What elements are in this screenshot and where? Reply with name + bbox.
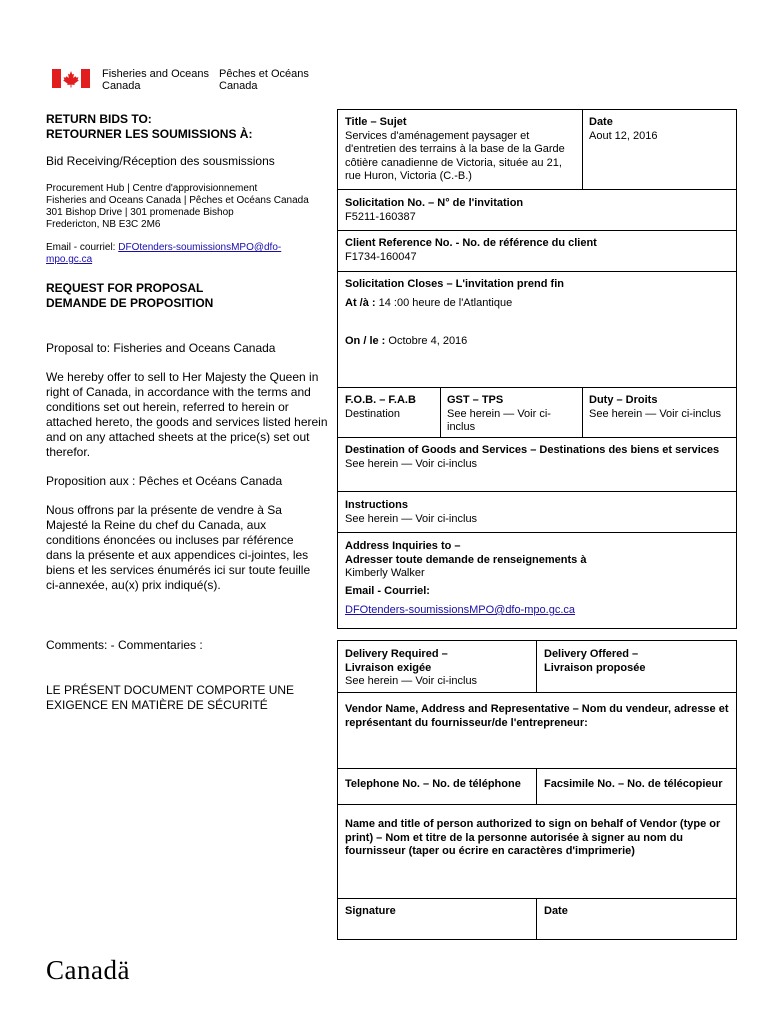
destination-value: See herein — Voir ci-inclus — [345, 457, 478, 470]
dept-fr-line-2: Canada — [219, 80, 258, 92]
dept-name-fr — [219, 68, 309, 92]
address-line-3: 301 Bishop Drive | 301 promenade Bishop — [46, 207, 234, 218]
return-bids-heading — [46, 112, 252, 142]
facsimile-label: Facsimile No. – No. de télécopieur — [544, 778, 723, 790]
client-ref-value: F1734-160047 — [345, 250, 417, 263]
gst-cell — [447, 394, 575, 435]
contact-email-link[interactable]: DFOtenders-soumissionsMPO@dfo-mpo.gc.ca — [345, 604, 576, 616]
fob-cell — [345, 394, 416, 421]
at-label: At /à : — [345, 296, 379, 309]
at-value: 14 :00 heure de l'Atlantique — [378, 296, 513, 309]
title-value: Services d'aménagement paysager et d'entretien des terrains à la base de la Garde côtière canadienne de Victoria, située au 21, rue Huron, Victoria (C.-B.) — [345, 129, 565, 182]
address-inquiries-cell — [345, 540, 586, 618]
instructions-label: Instructions — [345, 499, 408, 511]
email-label: Email - courriel: — [46, 242, 119, 253]
email-link-part-1[interactable]: DFOtenders-soumissionsMPO@dfo- — [118, 242, 282, 253]
divider-5 — [337, 437, 737, 438]
proposal-to: Proposal to: Fisheries and Oceans Canada — [46, 341, 276, 355]
email-link-part-2[interactable]: mpo.gc.ca — [46, 254, 93, 265]
fob-value: Destination — [345, 407, 401, 420]
closes-label: Solicitation Closes – L'invitation prend fin — [345, 278, 564, 290]
divider-6 — [337, 491, 737, 492]
divider-1 — [337, 189, 737, 190]
divider-10 — [337, 804, 737, 805]
security-line-2: EXIGENCE EN MATIÈRE DE SÉCURITÉ — [46, 698, 268, 712]
authorized-person-label: Name and title of person authorized to sign on behalf of Vendor (type or print) – Nom et titre de la personne autorisée à signer au nom du fournisseur (taper ou écrire en caractères d'imprimerie) — [345, 818, 721, 857]
return-bids-en: RETURN BIDS TO: — [46, 112, 152, 126]
duty-label: Duty – Droits — [589, 394, 658, 406]
solicitation-value: F5211-160387 — [345, 210, 416, 223]
date-value: Aout 12, 2016 — [589, 129, 658, 142]
address-line-4: Fredericton, NB E3C 2M6 — [46, 219, 161, 230]
email-courriel-label: Email - Courriel: — [345, 584, 430, 597]
destination-label: Destination of Goods and Services – Destinations des biens et services — [345, 444, 720, 456]
security-notice — [46, 683, 294, 713]
email-block — [46, 242, 306, 266]
instructions-cell — [345, 499, 477, 526]
signature-date-divider — [536, 898, 537, 940]
delivery-offered-label-en: Delivery Offered – — [544, 648, 639, 660]
telephone-label: Telephone No. – No. de téléphone — [345, 778, 521, 790]
divider-11 — [337, 898, 737, 899]
closes-cell — [345, 278, 564, 349]
divider-2 — [337, 230, 737, 231]
vendor-name-label: Vendor Name, Address and Representative – Nom du vendeur, adresse et représentant du fournisseur/de l'entrepreneur: — [345, 703, 729, 729]
delivery-required-cell — [345, 648, 477, 689]
gst-duty-divider — [582, 387, 583, 437]
on-value: Octobre 4, 2016 — [388, 335, 468, 347]
delivery-divider — [536, 640, 537, 692]
gst-value: See herein — Voir ci-inclus — [447, 407, 551, 433]
date-label: Date — [589, 116, 613, 128]
canada-wordmark: Canadä — [46, 955, 130, 985]
divider-7 — [337, 532, 737, 533]
offer-text-fr: Nous offrons par la présente de vendre à Sa Majesté la Reine du chef du Canada, aux conditions énoncées ou incluses par référence dans la présente et aux appendices ci-jointes, les biens et les services énumérés ici sur toute feuille ci-annexée, au(x) prix indiqué(s). — [46, 503, 311, 592]
fob-label: F.O.B. – F.A.B — [345, 394, 416, 406]
return-bids-fr: RETOURNER LES SOUMISSIONS À: — [46, 127, 253, 141]
delivery-required-value: See herein — Voir ci-inclus — [345, 675, 478, 687]
phone-fax-divider — [536, 768, 537, 804]
date-cell — [589, 116, 658, 143]
signature-label: Signature — [345, 905, 396, 917]
client-ref-label: Client Reference No. - No. de référence du client — [345, 237, 597, 249]
offer-text-en: We hereby offer to sell to Her Majesty the Queen in right of Canada, in accordance with the terms and conditions set out herein, referred to herein or attached hereto, the goods and services listed herein and on any attached sheets at the price(s) set out therefor. — [46, 370, 328, 459]
address-label-en: Address Inquiries to – — [345, 540, 461, 552]
rfp-en: REQUEST FOR PROPOSAL — [46, 281, 204, 295]
dept-en-line-2: Canada — [102, 80, 141, 92]
solicitation-cell — [345, 197, 523, 224]
duty-cell — [589, 394, 721, 421]
client-ref-cell — [345, 237, 597, 264]
delivery-required-label-fr: Livraison exigée — [345, 661, 432, 674]
canada-flag-icon — [52, 69, 90, 88]
security-line-1: LE PRÉSENT DOCUMENT COMPORTE UNE — [46, 683, 295, 697]
destination-cell — [345, 444, 730, 471]
address-label-fr: Adresser toute demande de renseignements à — [345, 553, 587, 566]
contact-name: Kimberly Walker — [345, 567, 425, 579]
procurement-address — [46, 183, 309, 231]
divider-4 — [337, 387, 737, 388]
on-label: On / le : — [345, 335, 389, 347]
delivery-offered-label-fr: Livraison proposée — [544, 661, 646, 674]
title-label: Title – Sujet — [345, 116, 407, 128]
delivery-required-label-en: Delivery Required – — [345, 648, 448, 660]
dept-en-line-1: Fisheries and Oceans — [102, 68, 209, 80]
gst-label: GST – TPS — [447, 394, 504, 406]
signature-date-label: Date — [544, 905, 568, 917]
rfp-heading — [46, 281, 213, 311]
delivery-offered-cell — [544, 648, 645, 675]
title-cell — [345, 116, 575, 184]
dept-name-en — [102, 68, 209, 92]
bid-receiving: Bid Receiving/Réception des sousmissions — [46, 154, 275, 168]
instructions-value: See herein — Voir ci-inclus — [345, 512, 478, 525]
proposition-aux: Proposition aux : Pêches et Océans Canada — [46, 474, 283, 488]
rfp-fr: DEMANDE DE PROPOSITION — [46, 296, 214, 310]
fob-gst-divider — [440, 387, 441, 437]
comments-label: Comments: - Commentaries : — [46, 638, 203, 652]
dept-fr-line-1: Pêches et Océans — [219, 68, 309, 80]
duty-value: See herein — Voir ci-inclus — [589, 407, 722, 420]
divider-8 — [337, 692, 737, 693]
address-line-2: Fisheries and Oceans Canada | Pêches et Océans Canada — [46, 195, 309, 206]
title-date-divider — [582, 109, 583, 189]
divider-9 — [337, 768, 737, 769]
address-line-1: Procurement Hub | Centre d'approvisionnement — [46, 183, 258, 194]
solicitation-label: Solicitation No. – N° de l'invitation — [345, 197, 524, 209]
divider-3 — [337, 271, 737, 272]
